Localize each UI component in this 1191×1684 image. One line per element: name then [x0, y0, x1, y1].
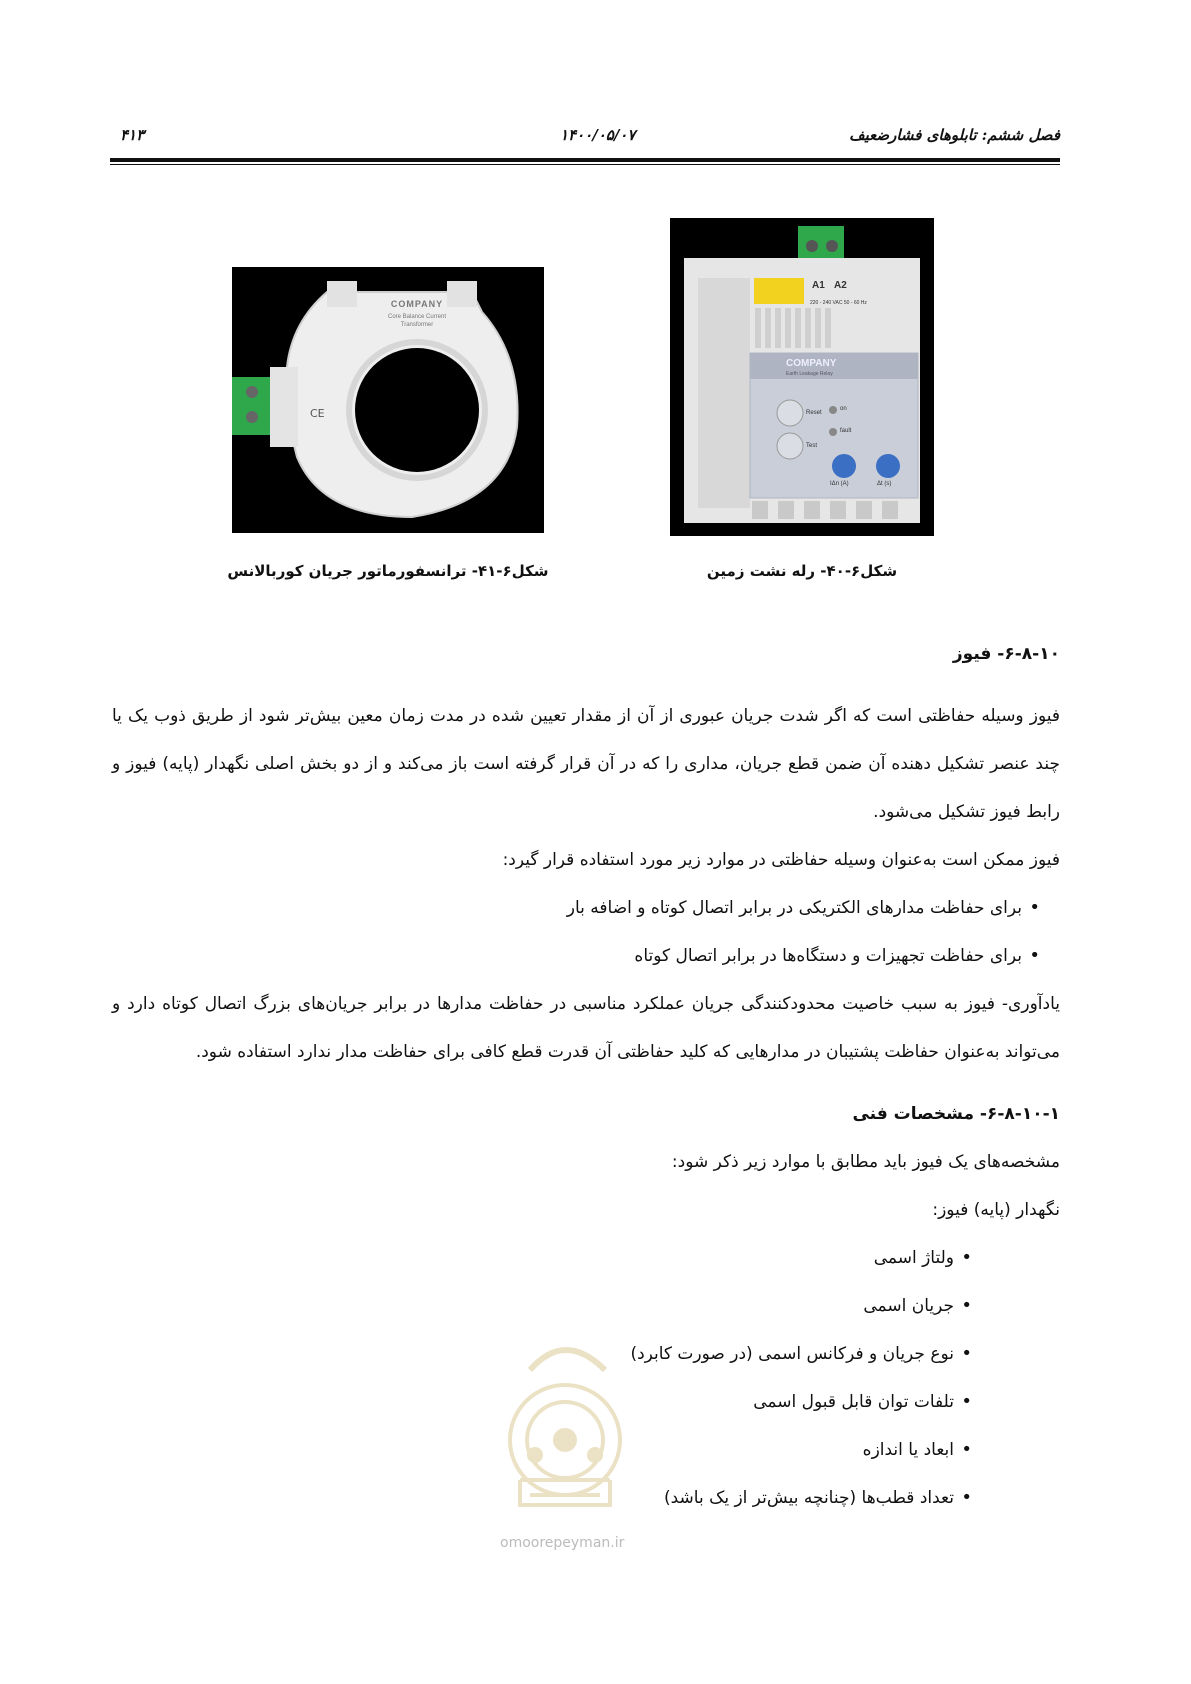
header-rule-thin	[110, 164, 1060, 165]
time-dial-label: Δt (s)	[877, 481, 892, 487]
relay-brand-label: COMPANY	[786, 358, 837, 369]
list-item: • ابعاد یا اندازه	[112, 1426, 972, 1474]
header-rule-thick	[110, 158, 1060, 162]
list-item: • برای حفاظت مدارهای الکتریکی در برابر اتصال کوتاه و اضافه بار	[112, 884, 1040, 932]
fault-led-label: fault	[840, 428, 852, 434]
list-item: • تلفات توان قابل قبول اسمی	[112, 1378, 972, 1426]
terminal-a2-label: A2	[834, 280, 847, 291]
section-heading: ۶-۸-۱۰- فیوز	[952, 644, 1060, 664]
on-led-label: on	[840, 406, 847, 412]
caption-figure-41: شکل۶-۴۱- ترانسفورماتور جریان کوربالانس	[227, 562, 549, 580]
list-item: • جریان اسمی	[112, 1282, 972, 1330]
chapter-title: فصل ششم: تابلوهای فشارضعیف	[849, 126, 1060, 144]
ce-mark: CE	[310, 407, 325, 420]
page-number: ۴۱۳	[120, 126, 145, 144]
list-item: • برای حفاظت تجهیزات و دستگاه‌ها در برابر اتصال کوتاه	[112, 932, 1040, 980]
caption-figure-40: شکل۶-۴۰- رله نشت زمین	[706, 562, 898, 580]
relay-subtitle: Earth Leakage Relay	[786, 371, 833, 377]
header-date: ۱۴۰۰/۰۵/۰۷	[560, 126, 636, 144]
current-dial-label: IΔn (A)	[830, 481, 849, 487]
note-paragraph: یادآوری- فیوز به سبب خاصیت محدودکنندگی جریان عملکرد مناسبی در حفاظت مدارها در برابر جریان‌های بزرگ اتصال کوتاه دارد و می‌تواند به‌عنوان حفاظت پشتیبان در مدارهایی که کلید حفاظتی آن قدرت قطع کافی برای حفاظت مدار ندارد استفاده شود.	[112, 994, 1060, 1062]
page-header	[110, 120, 1060, 150]
list-item: • ولتاژ اسمی	[112, 1234, 972, 1282]
figure-core-balance-ct	[232, 267, 544, 533]
terminal-a1-label: A1	[812, 280, 825, 291]
list-item: • نوع جریان و فرکانس اسمی (در صورت کابرد)	[112, 1330, 972, 1378]
specs-intro: مشخصه‌های یک فیوز باید مطابق با موارد زیر ذکر شود:	[671, 1152, 1060, 1172]
fuse-definition-paragraph: فیوز وسیله حفاظتی است که اگر شدت جریان عبوری از آن از مقدار تعیین شده در مدت زمان معین بیش‌تر شود از طریق ذوب یک یا چند عنصر تشکیل دهنده آن ضمن قطع جریان، مداری را که در آن قرار گرفته است باز می‌کند و از دو بخش اصلی نگهدار (پایه) فیوز و رابط فیوز تشکیل می‌شود.	[112, 706, 1060, 822]
ct-subtitle: Core Balance Current Transformer	[387, 314, 447, 328]
watermark-text: omoorepeyman.ir	[500, 1535, 625, 1551]
fuse-uses-intro: فیوز ممکن است به‌عنوان وسیله حفاظتی در موارد زیر مورد استفاده قرار گیرد:	[502, 850, 1060, 870]
relay-rating: 220 - 240 VAC 50 - 60 Hz	[810, 300, 867, 306]
reset-button-label: Reset	[806, 410, 822, 416]
watermark-logo	[490, 1330, 640, 1520]
test-button-label: Test	[806, 443, 818, 449]
ct-brand-label: COMPANY	[390, 299, 444, 309]
list-item: • تعداد قطب‌ها (چنانچه بیش‌تر از یک باشد)	[112, 1474, 972, 1522]
figure-earth-leakage-relay	[670, 218, 934, 536]
fuse-uses-list	[112, 884, 1060, 980]
holder-label: نگهدار (پایه) فیوز:	[932, 1200, 1060, 1220]
subsection-heading: ۶-۸-۱۰-۱- مشخصات فنی	[852, 1104, 1060, 1124]
